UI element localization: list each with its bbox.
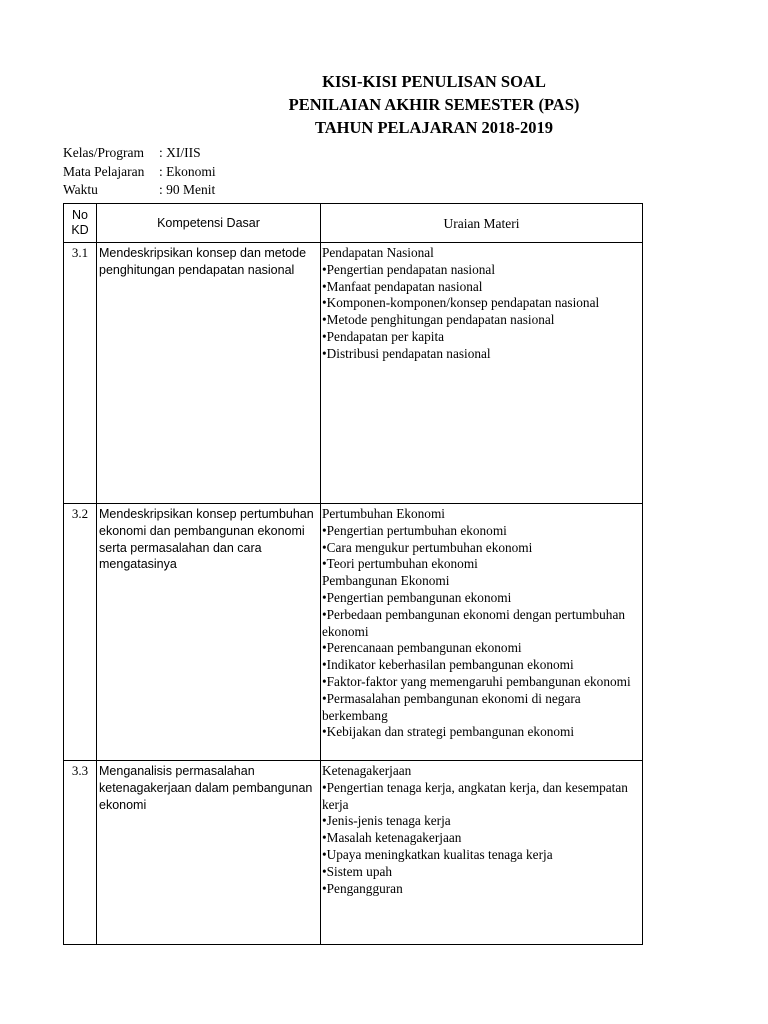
row-no: 3.1 [64, 243, 97, 504]
header-no-kd [64, 204, 97, 243]
list-item: • Jenis-jenis tenaga kerja [322, 813, 640, 830]
list-item: • Komponen-komponen/konsep pendapatan nasional [322, 295, 640, 312]
list-item: • Pengertian pendapatan nasional [322, 262, 640, 279]
meta-waktu [63, 181, 216, 200]
table-row [64, 243, 643, 504]
list-item: • Teori pertumbuhan ekonomi [322, 556, 640, 573]
kisi-table [63, 203, 643, 945]
header-no: No [72, 208, 88, 222]
list-item: • Metode penghitungan pendapatan nasional [322, 312, 640, 329]
list-item: • Perencanaan pembangunan ekonomi [322, 640, 640, 657]
list-item: • Manfaat pendapatan nasional [322, 279, 640, 296]
list-item: • Faktor-faktor yang memengaruhi pembangunan ekonomi [322, 674, 640, 691]
meta-kelas [63, 144, 216, 163]
table-row [64, 761, 643, 945]
list-item: • Distribusi pendapatan nasional [322, 346, 640, 363]
kelas-value: : XI/IIS [159, 145, 201, 160]
uraian-heading: Pertumbuhan Ekonomi [322, 506, 445, 521]
list-item: • Permasalahan pembangunan ekonomi di negara berkembang [322, 691, 640, 725]
waktu-label: Waktu [63, 182, 98, 197]
list-item: • Masalah ketenagakerjaan [322, 830, 640, 847]
mapel-value: : Ekonomi [159, 163, 216, 179]
row-kompetensi: Mendeskripsikan konsep pertumbuhan ekonomi dan pembangunan ekonomi serta permasalahan dan cara mengatasinya [97, 504, 321, 761]
row-uraian [321, 504, 643, 761]
list-item: • Pengertian pembangunan ekonomi [322, 590, 640, 607]
list-item: • Kebijakan dan strategi pembangunan ekonomi [322, 724, 640, 741]
row-no: 3.3 [64, 761, 97, 945]
header-kompetensi-dasar: Kompetensi Dasar [97, 204, 321, 243]
uraian-heading: Pembangunan Ekonomi [322, 573, 450, 589]
list-item: • Cara mengukur pertumbuhan ekonomi [322, 540, 640, 557]
row-uraian [321, 761, 643, 945]
list-item: • Indikator keberhasilan pembangunan ekonomi [322, 657, 640, 674]
uraian-clip [322, 506, 640, 759]
list-item: • Pengertian pertumbuhan ekonomi [322, 523, 640, 540]
list-item: • Upaya meningkatkan kualitas tenaga kerja [322, 847, 640, 864]
table-row [64, 504, 643, 761]
document-meta [63, 144, 216, 200]
meta-mapel [63, 163, 216, 182]
header-uraian-materi: Uraian Materi [321, 204, 643, 243]
title-line-2: PENILAIAN AKHIR SEMESTER (PAS) [288, 95, 580, 114]
list-item: • Pendapatan per kapita [322, 329, 640, 346]
table-header-row [64, 204, 643, 243]
title-line-1: KISI-KISI PENULISAN SOAL [322, 72, 546, 91]
list-item: • Pengertian tenaga kerja, angkatan kerja, dan kesempatan kerja [322, 780, 640, 814]
row-no: 3.2 [64, 504, 97, 761]
kelas-label: Kelas/Program [63, 145, 144, 160]
list-item: • Perbedaan pembangunan ekonomi dengan pertumbuhan ekonomi [322, 607, 640, 641]
list-item: • Pengangguran [322, 881, 640, 898]
row-kompetensi: Mendeskripsikan konsep dan metode penghitungan pendapatan nasional [97, 243, 321, 504]
header-kd: KD [71, 223, 89, 237]
title-line-3: TAHUN PELAJARAN 2018-2019 [314, 118, 554, 137]
mapel-label: Mata Pelajaran [63, 163, 145, 179]
row-kompetensi: Menganalisis permasalahan ketenagakerjaan dalam pembangunan ekonomi [97, 761, 321, 945]
uraian-heading: Ketenagakerjaan [322, 763, 412, 778]
uraian-heading: Pendapatan Nasional [322, 245, 434, 260]
list-item: • Sistem upah [322, 864, 640, 881]
document-title [0, 70, 768, 139]
waktu-value: : 90 Menit [159, 182, 216, 197]
row-uraian [321, 243, 643, 504]
